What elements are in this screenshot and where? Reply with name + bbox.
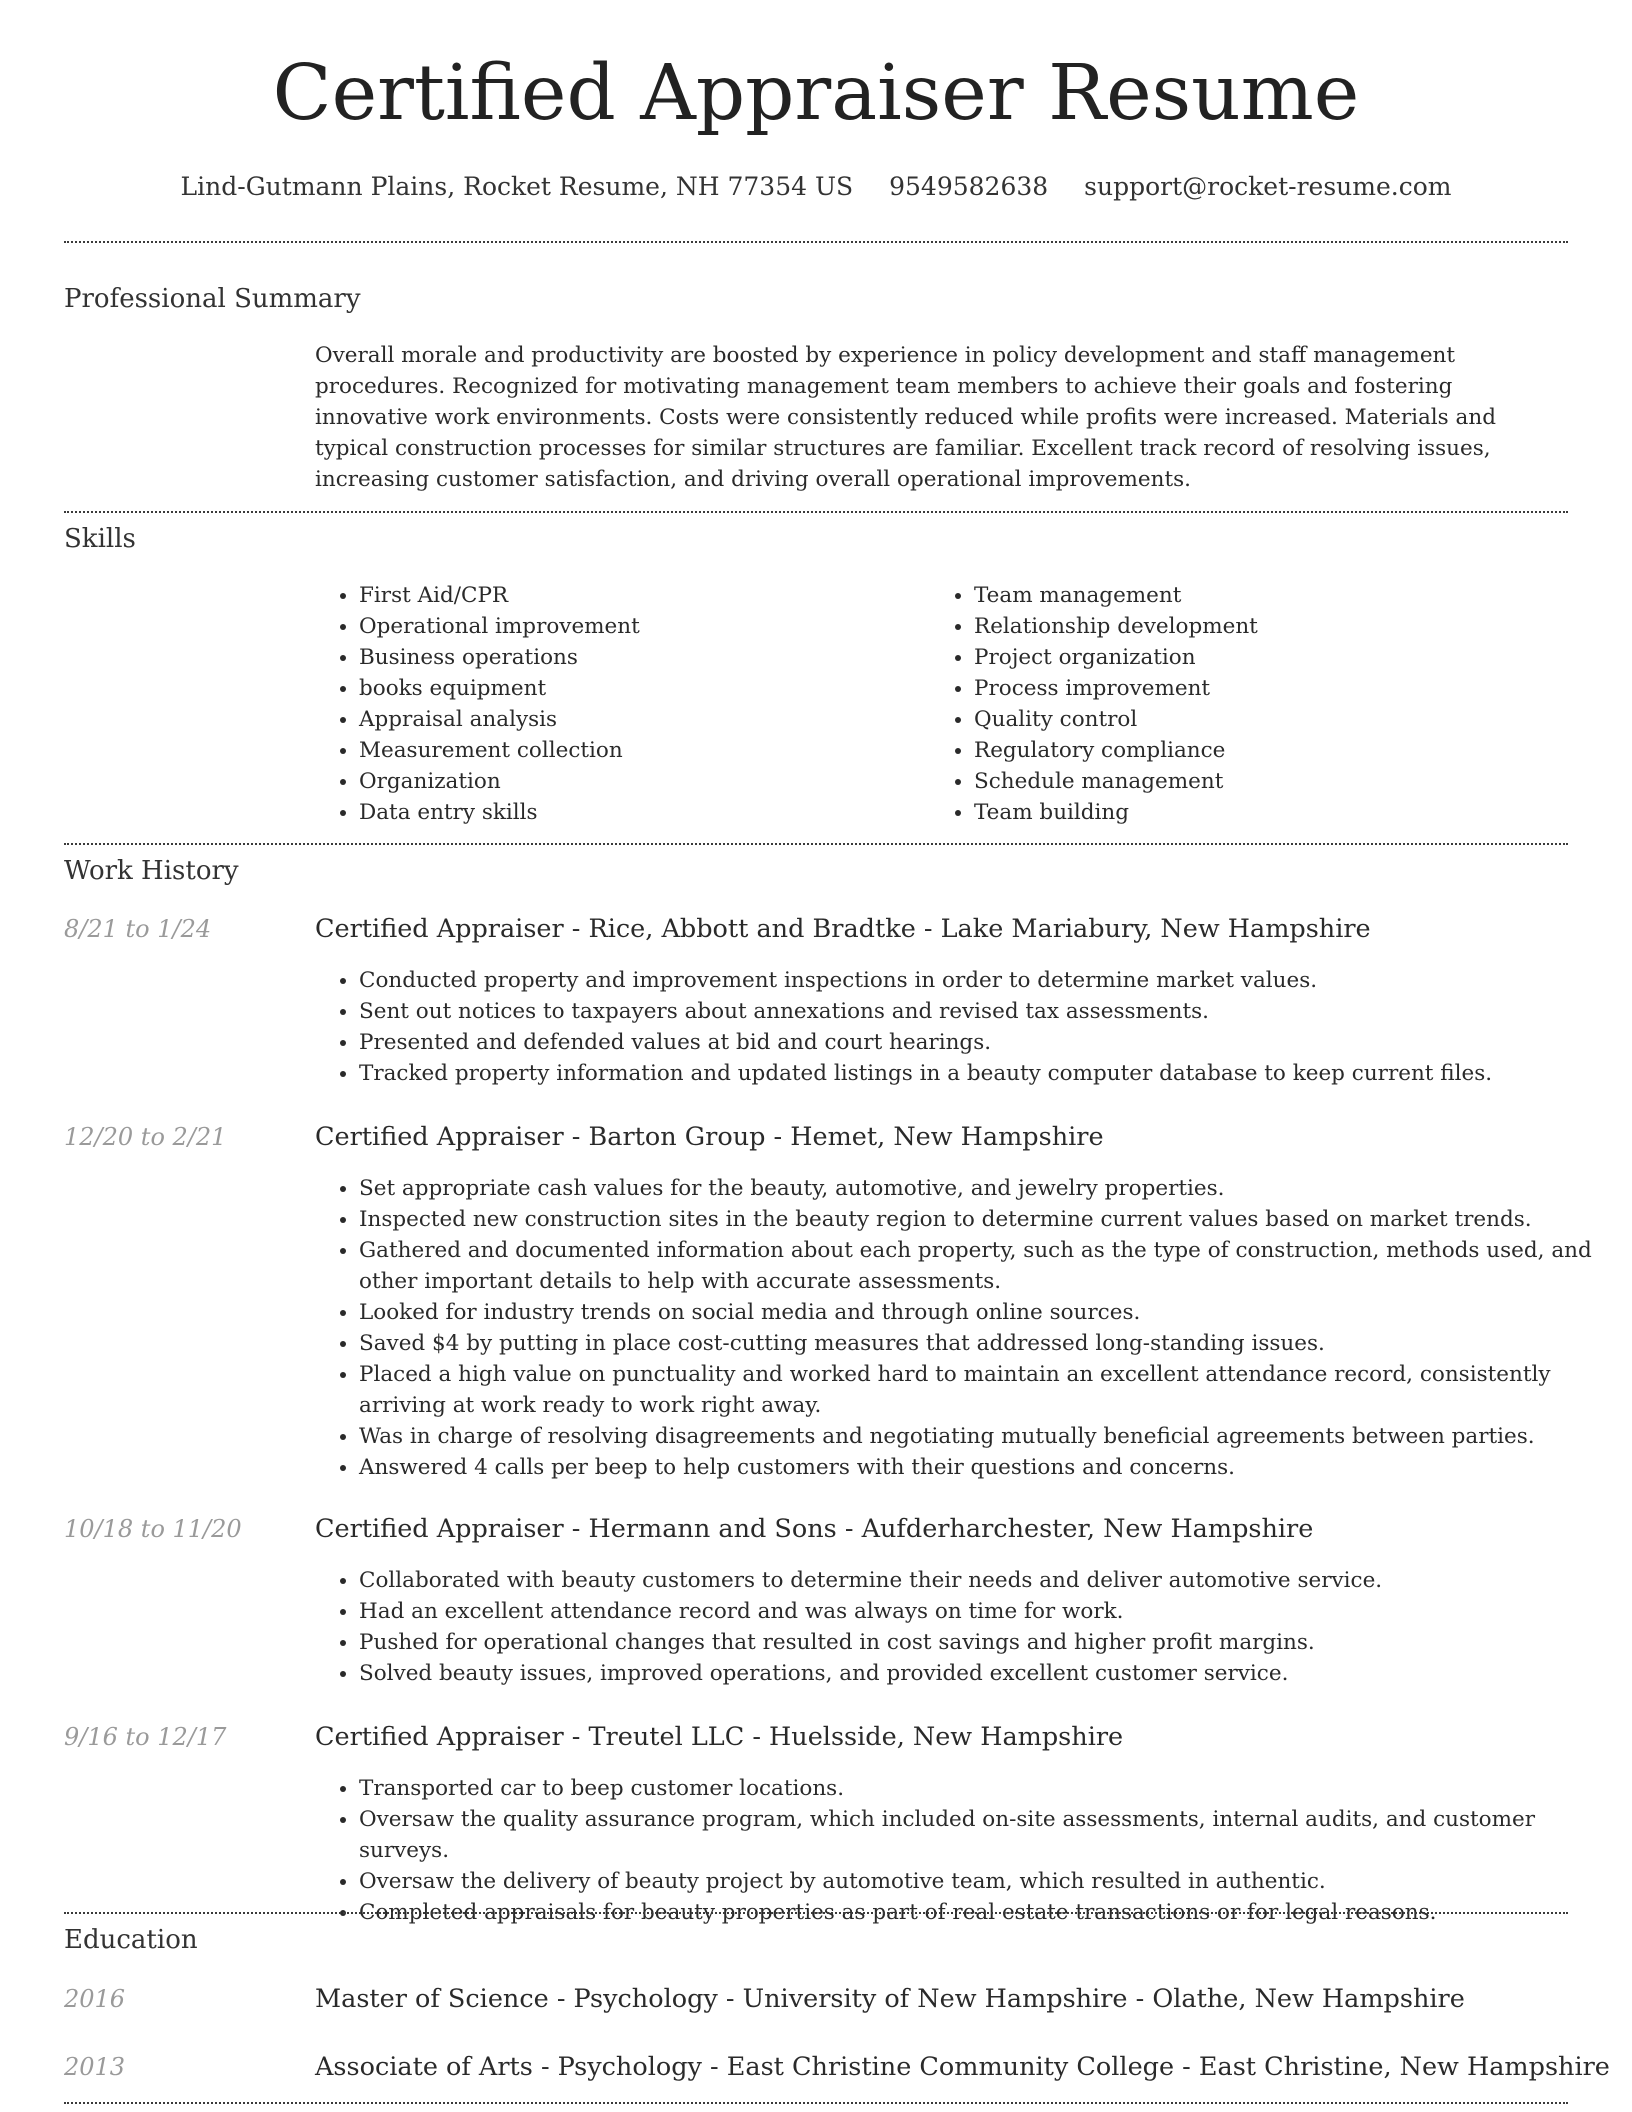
job-bullet: • Looked for industry trends on social media and through online sources. (359, 1297, 1614, 1328)
job-bullet: • Saved $4 by putting in place cost-cutting measures that addressed long-standing issues. (359, 1328, 1614, 1359)
divider (64, 2102, 1568, 2104)
job-bullet: • Tracked property information and updated listings in a beauty computer database to keep current files. (359, 1058, 1614, 1089)
education-year: 2013 (64, 2053, 126, 2081)
job-bullet: • Had an excellent attendance record and was always on time for work. (359, 1596, 1614, 1627)
contact-address: Lind-Gutmann Plains, Rocket Resume, NH 77354 US (180, 172, 854, 201)
resume-title: Certified Appraiser Resume (272, 49, 1360, 138)
skill-item: • Appraisal analysis (359, 704, 919, 735)
summary-heading: Professional Summary (64, 284, 361, 314)
job-bullet: • Presented and defended values at bid and court hearings. (359, 1027, 1614, 1058)
skill-item: • Regulatory compliance (974, 735, 1534, 766)
summary-text: Overall morale and productivity are boosted by experience in policy development and staff management procedures. Recognized for motivating management team members to achieve their goals and fostering innovative work environments. Costs were consistently reduced while profits were increased. Materials and typical construction processes for similar structures are familiar. Excellent track record of resolving issues, increasing customer satisfaction, and driving overall operational improvements. (315, 343, 1496, 492)
education-year: 2016 (64, 1985, 126, 2013)
skill-item: • First Aid/CPR (359, 580, 919, 611)
job-dates: 9/16 to 12/17 (64, 1723, 227, 1751)
job-bullets (315, 1565, 1614, 1689)
job-dates: 10/18 to 11/20 (64, 1515, 242, 1543)
divider (64, 511, 1568, 513)
education-degree: Master of Science - Psychology - University of New Hampshire - Olathe, New Hampshire (315, 1984, 1465, 2014)
skill-item: • Relationship development (974, 611, 1534, 642)
job-bullet: • Set appropriate cash values for the beauty, automotive, and jewelry properties. (359, 1173, 1614, 1204)
skill-item: • Operational improvement (359, 611, 919, 642)
contact-email: support@rocket-resume.com (1084, 172, 1452, 201)
job-bullet: • Conducted property and improvement inspections in order to determine market values. (359, 965, 1614, 996)
contact-line (0, 172, 1632, 201)
skill-item: • Process improvement (974, 673, 1534, 704)
job-bullets (315, 1173, 1614, 1483)
job-bullet: • Pushed for operational changes that resulted in cost savings and higher profit margins. (359, 1627, 1614, 1658)
job-bullet: • Inspected new construction sites in the beauty region to determine current values based on market trends. (359, 1204, 1614, 1235)
job-title: Certified Appraiser - Rice, Abbott and Bradtke - Lake Mariabury, New Hampshire (315, 914, 1371, 944)
job-bullet: • Transported car to beep customer locations. (359, 1773, 1614, 1804)
education-heading: Education (64, 1925, 198, 1955)
job-title: Certified Appraiser - Treutel LLC - Huelsside, New Hampshire (315, 1722, 1124, 1752)
education-degree: Associate of Arts - Psychology - East Christine Community College - East Christine, New Hampshire (315, 2052, 1610, 2082)
job-bullets (315, 965, 1614, 1089)
job-title: Certified Appraiser - Barton Group - Hemet, New Hampshire (315, 1122, 1104, 1152)
job-dates: 12/20 to 2/21 (64, 1123, 227, 1151)
job-bullet: • Oversaw the delivery of beauty project by automotive team, which resulted in authentic. (359, 1866, 1614, 1897)
contact-phone: 9549582638 (889, 172, 1049, 201)
skill-item: • Measurement collection (359, 735, 919, 766)
skills-list-right (930, 580, 1534, 828)
skill-item: • Business operations (359, 642, 919, 673)
skill-item: • Quality control (974, 704, 1534, 735)
skill-item: • Organization (359, 766, 919, 797)
divider (64, 843, 1568, 845)
job-dates: 8/21 to 1/24 (64, 915, 212, 943)
job-bullets (315, 1773, 1614, 1928)
work-heading: Work History (64, 856, 239, 886)
job-bullet: • Placed a high value on punctuality and worked hard to maintain an excellent attendance record, consistently arriving at work ready to work right away. (359, 1359, 1614, 1421)
job-bullet: • Answered 4 calls per beep to help customers with their questions and concerns. (359, 1452, 1614, 1483)
skill-item: • Schedule management (974, 766, 1534, 797)
divider (64, 241, 1568, 243)
skill-item: • Data entry skills (359, 797, 919, 828)
divider (64, 1912, 1568, 1914)
job-title: Certified Appraiser - Hermann and Sons - Aufderharchester, New Hampshire (315, 1514, 1314, 1544)
job-bullet: • Solved beauty issues, improved operations, and provided excellent customer service. (359, 1658, 1614, 1689)
job-bullet: • Gathered and documented information about each property, such as the type of construction, methods used, and other important details to help with accurate assessments. (359, 1235, 1614, 1297)
skills-heading: Skills (64, 524, 136, 554)
job-bullet: • Oversaw the quality assurance program, which included on-site assessments, internal audits, and customer surveys. (359, 1804, 1614, 1866)
job-bullet: • Was in charge of resolving disagreements and negotiating mutually beneficial agreements between parties. (359, 1421, 1614, 1452)
skill-item: • Project organization (974, 642, 1534, 673)
skill-item: • books equipment (359, 673, 919, 704)
skill-item: • Team management (974, 580, 1534, 611)
skills-list-left (315, 580, 919, 828)
job-bullet: • Collaborated with beauty customers to determine their needs and deliver automotive service. (359, 1565, 1614, 1596)
job-bullet: • Completed appraisals for beauty properties as part of real estate transactions or for legal reasons. (359, 1897, 1614, 1928)
skill-item: • Team building (974, 797, 1534, 828)
job-bullet: • Sent out notices to taxpayers about annexations and revised tax assessments. (359, 996, 1614, 1027)
